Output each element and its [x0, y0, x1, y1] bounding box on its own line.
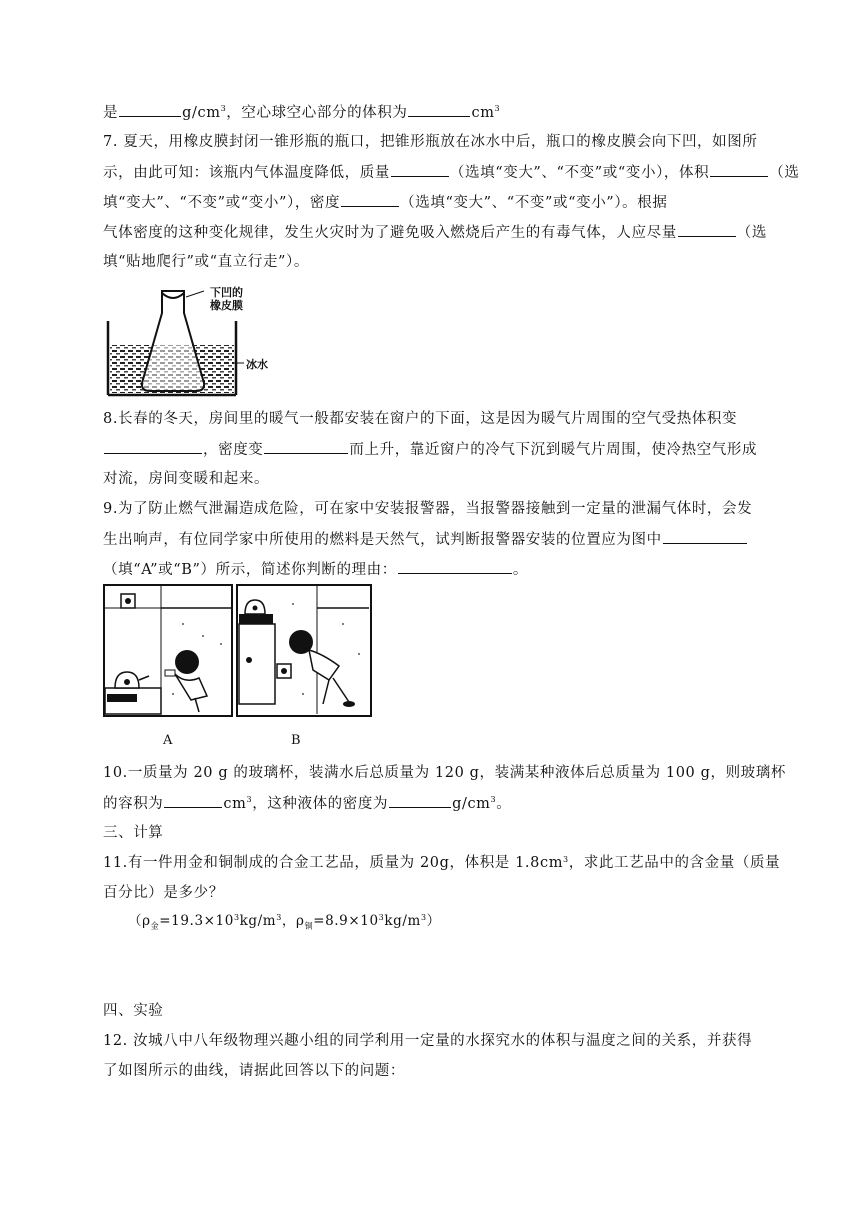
q11-line-1: 11.有一件用金和铜制成的合金工艺品，质量为 20g，体积是 $1.8cm^3$，求此工艺品中的含金量（质量 — [103, 855, 781, 871]
q6-line: 是 $g/cm^3$，空心球空心部分的体积为 $cm^3$ — [103, 104, 501, 121]
q11-line-2: 百分比）是多少？ — [103, 885, 224, 901]
flask-figure — [104, 283, 294, 398]
q8-line-1: 8.长春的冬天，房间里的暖气一般都安装在窗户的下面，这是因为暖气片周围的空气受热体积变 — [103, 411, 738, 427]
q9-line-1: 9.为了防止燃气泄漏造成危险，可在家中安装报警器，当报警器接触到一定量的泄漏气体时，会发 — [103, 501, 753, 517]
q7-line-5: 填“贴地爬行”或“直立行走”）。 — [103, 254, 310, 270]
q11-densities: （$\rho_金=19.3\times 10^3kg/m^3$，$\rho_铜=8.9\times 10^3kg/m^3$） — [128, 913, 441, 931]
q7-line-2: 示，由此可知：该瓶内气体温度降低，质量 （选填“变大”、“不变”或“变小），体积 （选 — [103, 162, 799, 183]
q12-line-2: 了如图所示的曲线，请据此回答以下的问题： — [103, 1063, 405, 1079]
q10-line-2: 的容积为 $cm^3$，这种液体的密度为 $g/cm^3$。 — [103, 795, 512, 812]
figure-label-a: A — [163, 733, 173, 748]
alarm-figure — [103, 584, 373, 718]
membrane-label-1: 下凹的 — [210, 286, 243, 299]
alarm-diagram — [103, 584, 373, 718]
q7-line-3: 填“变大”、“不变”或“变小”），密度 （选填“变大”、“不变”或“变小”）。根据 — [103, 192, 667, 213]
section-4-heading: 四、实验 — [103, 1003, 164, 1019]
membrane-label-2: 橡皮膜 — [210, 299, 243, 312]
flask-diagram — [104, 283, 294, 398]
q8-line-3: 对流，房间变暖和起来。 — [103, 471, 270, 487]
q8-line-2: ，密度变 而上升，靠近窗户的冷气下沉到暖气片周围，使冷热空气形成 — [103, 439, 757, 460]
q7-line-4: 气体密度的这种变化规律，发生火灾时为了避免吸入燃烧后产生的有毒气体，人应尽量 （选 — [103, 222, 767, 243]
q7-line-1: 7. 夏天，用橡皮膜封闭一锥形瓶的瓶口，把锥形瓶放在冰水中后，瓶口的橡皮膜会向下凹，如图所 — [103, 134, 758, 150]
ice-water-label: 冰水 — [246, 358, 268, 371]
q12-line-1: 12. 汝城八中八年级物理兴趣小组的同学利用一定量的水探究水的体积与温度之间的关系，并获得 — [103, 1033, 753, 1049]
figure-label-b: B — [291, 733, 301, 748]
section-3-heading: 三、计算 — [103, 825, 164, 841]
q10-line-1: 10.一质量为 20 g 的玻璃杯，装满水后总质量为 120 g，装满某种液体后总质量为 100 g，则玻璃杯 — [103, 765, 786, 781]
q9-line-2: 生出响声，有位同学家中所使用的燃料是天然气，试判断报警器安装的位置应为图中 — [103, 529, 748, 550]
q9-line-3: （填“A”或“B”）所示，简述你判断的理由： 。 — [103, 559, 528, 580]
